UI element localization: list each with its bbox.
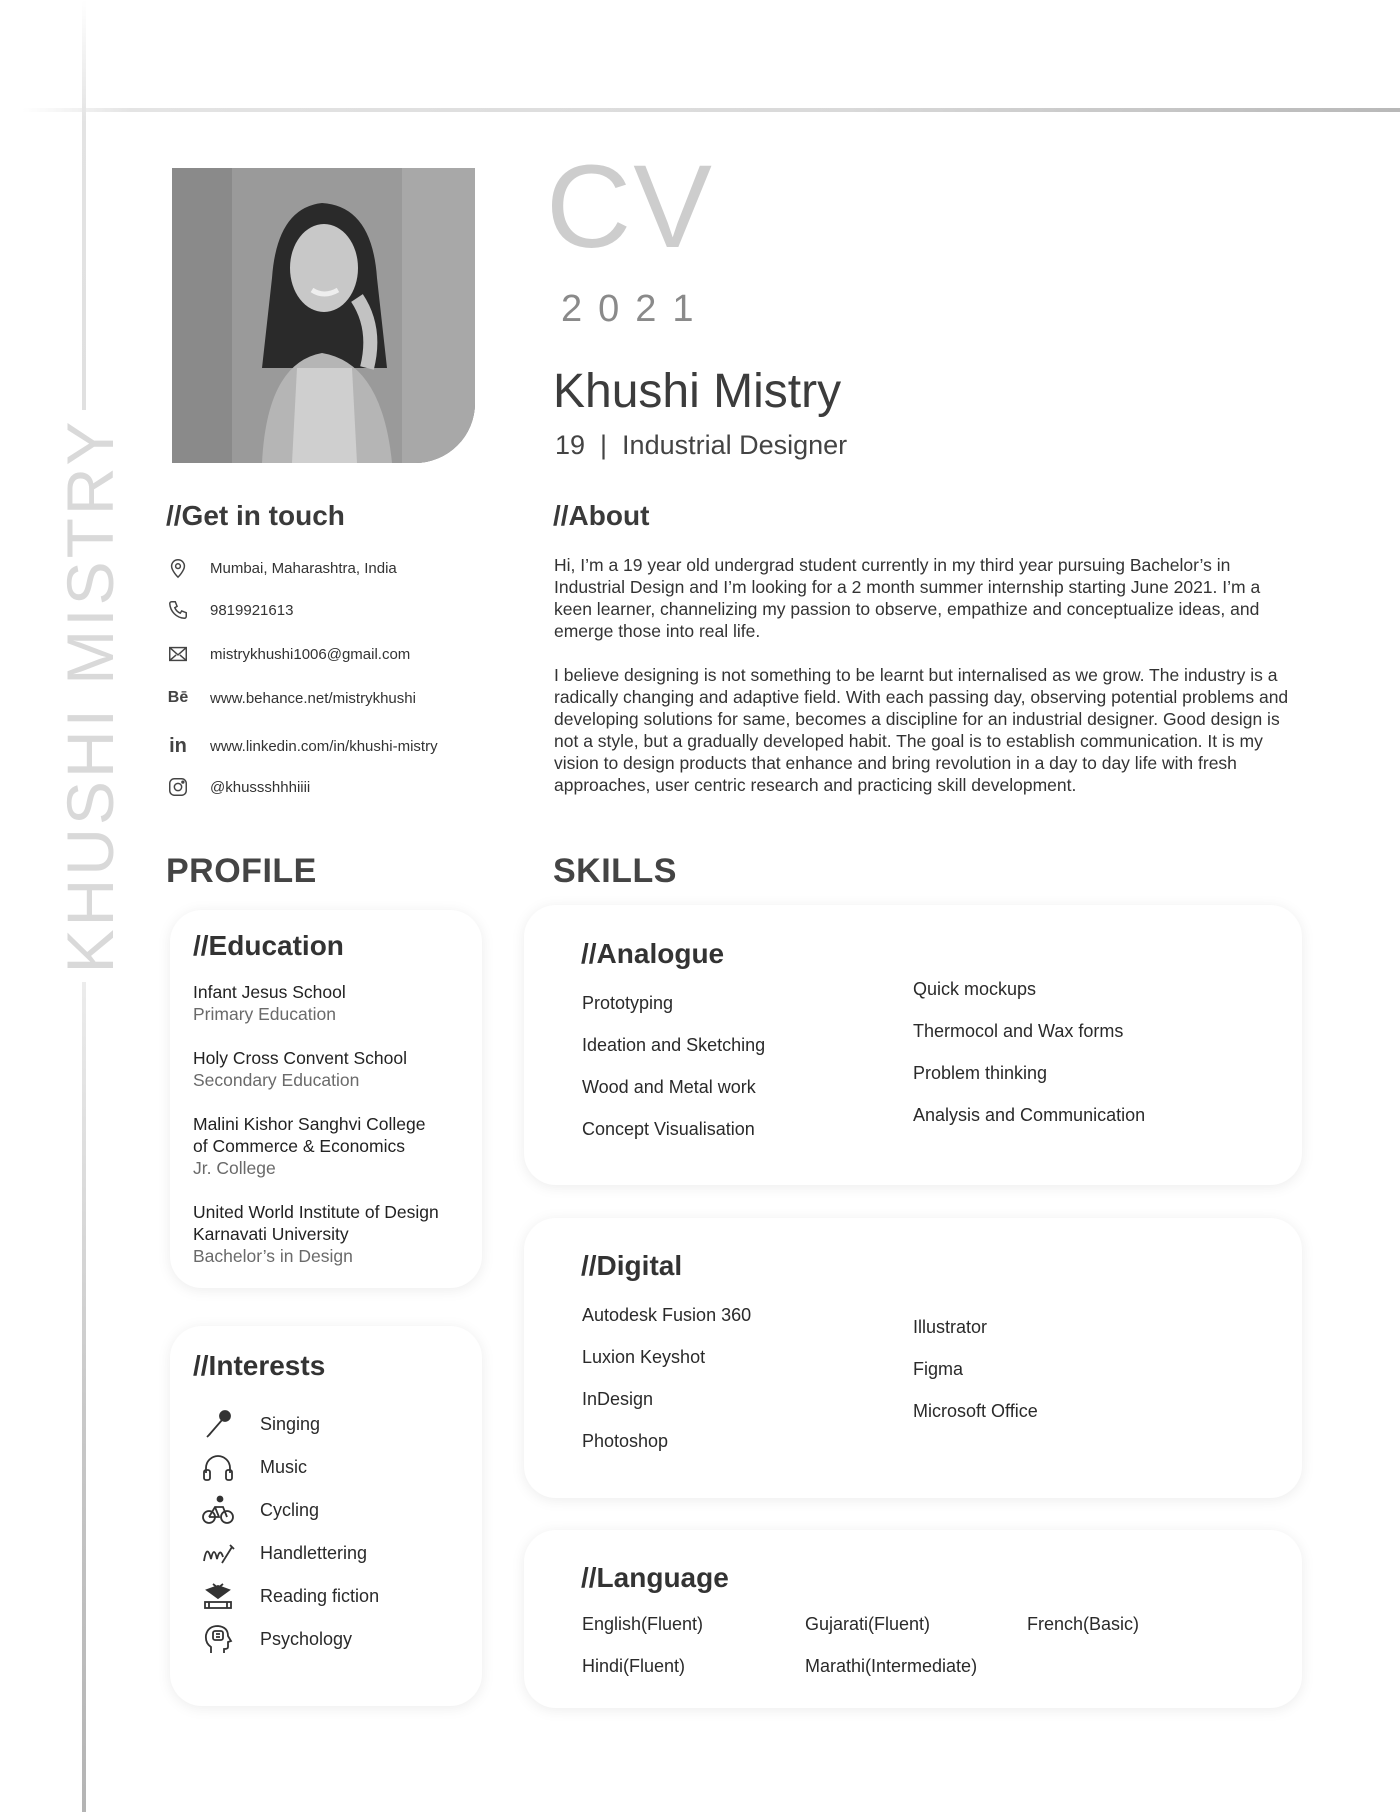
headphones-icon (198, 1450, 238, 1484)
vertical-name: KHUSHI MISTRY (53, 418, 127, 974)
bicycle-icon (198, 1493, 238, 1527)
school-name: Malini Kishor Sanghvi College of Commerce & Economics (193, 1114, 426, 1156)
skill-item: Microsoft Office (913, 1401, 1038, 1421)
school-name: United World Institute of Design Karnavati University (193, 1202, 439, 1244)
interest-item (198, 1579, 379, 1613)
interest-label: Reading fiction (260, 1585, 380, 1606)
contact-text: www.linkedin.com/in/khushi-mistry (210, 737, 438, 755)
digital-heading: //Digital (581, 1250, 683, 1281)
profile-photo (172, 168, 475, 463)
contact-linkedin[interactable] (166, 734, 496, 758)
location-pin-icon (166, 556, 190, 580)
about-heading: //About (553, 500, 650, 531)
contact-email[interactable] (166, 642, 496, 666)
skill-item: Autodesk Fusion 360 (582, 1305, 752, 1325)
analogue-heading: //Analogue (581, 938, 725, 969)
interest-item (198, 1536, 367, 1570)
contact-phone[interactable] (166, 598, 496, 622)
interest-item (198, 1407, 320, 1441)
education-level: Jr. College (193, 1158, 276, 1178)
interest-item (198, 1493, 319, 1527)
cv-label: CV (546, 141, 714, 273)
language-item: French(Basic) (1027, 1614, 1140, 1634)
language-item: Marathi(Intermediate) (805, 1656, 978, 1676)
about-paragraph-1: Hi, I’m a 19 year old undergrad student currently in my third year pursuing Bachelor’s in Industrial Design and I’m looking for a 2 month summer internship starting June 2021. I’m a keen learner, channelizing my passion to observe, empathize and conceptualize ideas, and emerge those into real life. (554, 555, 1261, 641)
contact-heading: //Get in touch (166, 500, 345, 531)
behance-icon: Bē (167, 689, 189, 706)
education-item (193, 1113, 443, 1179)
education-item (193, 1201, 463, 1267)
contact-text: www.behance.net/mistrykhushi (210, 689, 416, 707)
education-item (193, 981, 473, 1025)
interest-item (198, 1450, 307, 1484)
skill-item: Wood and Metal work (582, 1077, 756, 1097)
language-item: Hindi(Fluent) (582, 1656, 686, 1676)
contact-text: Mumbai, Maharashtra, India (210, 559, 397, 577)
language-item: Gujarati(Fluent) (805, 1614, 931, 1634)
instagram-icon (166, 775, 190, 799)
interests-heading: //Interests (193, 1350, 326, 1381)
interest-label: Cycling (260, 1499, 320, 1520)
education-item (193, 1047, 473, 1091)
skill-item: Photoshop (582, 1431, 669, 1451)
age-role: 19 | Industrial Designer (555, 430, 848, 460)
interest-label: Singing (260, 1413, 321, 1434)
school-name: Holy Cross Convent School (193, 1048, 407, 1068)
book-icon (198, 1579, 238, 1613)
contact-text: 9819921613 (210, 601, 294, 619)
skill-item: Analysis and Communication (913, 1105, 1146, 1125)
microphone-icon (198, 1407, 238, 1441)
skill-item: Ideation and Sketching (582, 1035, 766, 1055)
contact-behance[interactable] (166, 686, 496, 710)
interest-label: Psychology (260, 1628, 353, 1649)
skill-item: InDesign (582, 1389, 654, 1409)
skill-item: Problem thinking (913, 1063, 1048, 1083)
interest-label: Music (260, 1456, 308, 1477)
skill-item: Prototyping (582, 993, 674, 1013)
interest-label: Handlettering (260, 1542, 368, 1563)
language-heading: //Language (581, 1562, 729, 1593)
phone-icon (166, 598, 190, 622)
side-divider-line-bottom (82, 982, 86, 1812)
contact-instagram[interactable] (166, 775, 496, 799)
cv-year: 2021 (561, 288, 710, 330)
interest-item (198, 1622, 352, 1656)
full-name: Khushi Mistry (553, 365, 842, 418)
lettering-icon (198, 1536, 238, 1570)
skills-heading: SKILLS (553, 852, 677, 890)
about-paragraph-2: I believe designing is not something to be learnt but internalised as we grow. The industry is a radically changing and adaptive field. With each passing day, observing potential problems and developing solutions for same, becomes a discipline for an industrial designer. Good design is not a style, but a gradually developed habit. The goal is to establish communication. It is my vision to design products that enhance and bring revolution in a day to day life with fresh approaches, user centric research and practicing skill development. (554, 665, 1289, 795)
top-divider-line (22, 108, 1400, 112)
contact-text: @khussshhhiiii (210, 778, 311, 796)
education-level: Primary Education (193, 1004, 336, 1024)
mail-icon (166, 642, 190, 666)
contact-text: mistrykhushi1006@gmail.com (210, 645, 411, 663)
language-item: English(Fluent) (582, 1614, 704, 1634)
school-name: Infant Jesus School (193, 982, 346, 1002)
skill-item: Thermocol and Wax forms (913, 1021, 1124, 1041)
education-heading: //Education (193, 930, 344, 961)
contact-location (166, 556, 496, 580)
skill-item: Quick mockups (913, 979, 1037, 999)
linkedin-icon: in (169, 734, 187, 757)
skill-item: Illustrator (913, 1317, 988, 1337)
head-brain-icon (198, 1622, 238, 1656)
education-level: Secondary Education (193, 1070, 360, 1090)
skill-item: Concept Visualisation (582, 1119, 755, 1139)
education-level: Bachelor’s in Design (193, 1246, 353, 1266)
skill-item: Figma (913, 1359, 964, 1379)
side-divider-line-top (82, 0, 86, 410)
profile-heading: PROFILE (166, 852, 317, 890)
skill-item: Luxion Keyshot (582, 1347, 706, 1367)
